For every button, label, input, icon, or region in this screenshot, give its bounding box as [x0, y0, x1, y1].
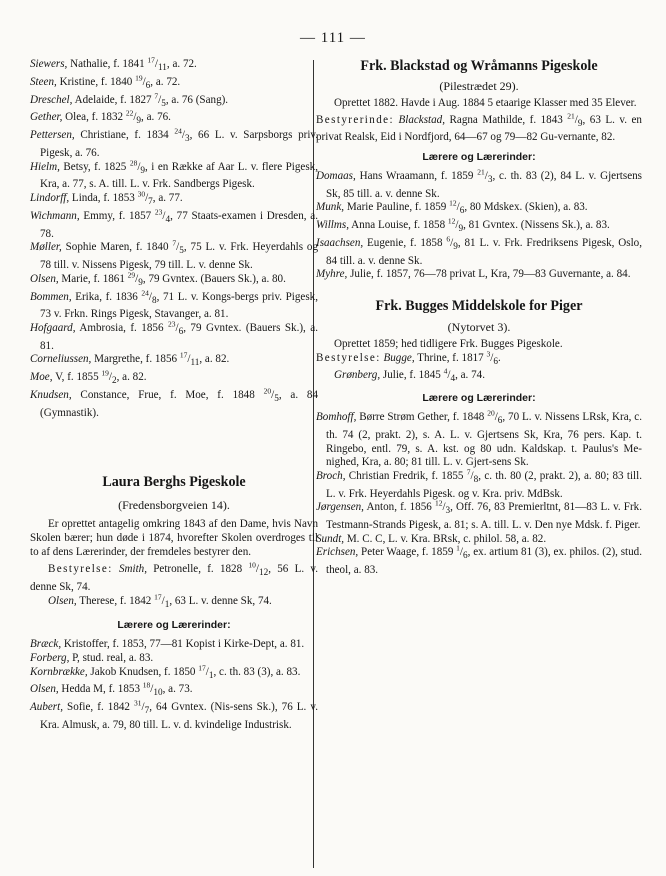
right-column — [316, 58, 642, 578]
teacher-entry: Myhre, Julie, f. 1857, 76—78 privat L, Kra, 79—83 Guvernante, a. 84. — [316, 268, 631, 281]
teacher-entry: Sundt, M. C. C, L. v. Kra. BRsk, c. philol. 58, a. 82. — [316, 532, 547, 545]
school-board — [316, 110, 642, 145]
teacher-list-continued — [30, 55, 318, 420]
teachers-heading: Lærere og Lærerinder: — [422, 151, 536, 163]
school-board — [316, 348, 642, 370]
teacher-entry: Hofgaard, Ambrosia, f. 1856 $^{23}/_6$, 79 Gvntex. (Bauers Sk.), a. 81. — [30, 319, 318, 352]
teacher-entry: Siewers, Nathalie, f. 1841 $^{17}/_{11}$, a. 72. — [30, 55, 197, 74]
school-intro: Oprettet 1882. Havde i Aug. 1884 5 etaarige Klasser med 35 Elever. — [334, 97, 637, 109]
school-address: (Fredensborgveien 14). — [118, 498, 230, 513]
school-address: (Pilestrædet 29). — [439, 79, 519, 93]
teacher-entry: Kornbrække, Jakob Knudsen, f. 1850 $^{17}/_1$, c. th. 83 (3), a. 83. — [30, 662, 301, 681]
school-board — [30, 560, 318, 594]
teacher-entry: Olsen, Marie, f. 1861 $^{29}/_9$, 79 Gvntex. (Bauers Sk.), a. 80. — [30, 270, 286, 288]
teacher-entry: Wichmann, Emmy, f. 1857 $^{23}/_4$, 77 Staats-examen i Dresden, a. 78. — [30, 207, 318, 240]
school-title: Frk. Blackstad og Wråmanns Pigeskole — [360, 58, 598, 74]
teacher-list — [316, 408, 642, 577]
teachers-heading: Lærere og Lærerinder: — [117, 619, 231, 632]
board-label: Bestyrelse: — [48, 563, 113, 576]
board-text: Blackstad, Ragna Mathilde, f. 1843 $^{21}/_9$, 63 L. v. en privat Realsk, Eid i Nordfjord, 64—67 og 79—82 Gu-vernante, 82. — [316, 110, 642, 144]
teacher-entry: Knudsen, Constance, Frue, f. Moe, f. 1848 $^{20}/_5$, a. 84 (Gymnastik). — [30, 386, 318, 419]
teacher-entry: Dreschel, Adelaide, f. 1827 $^7/_5$, a. 76 (Sang). — [30, 90, 229, 109]
left-column — [30, 55, 318, 733]
teacher-entry: Broch, Christian Fredrik, f. 1855 $^7/_8$, c. th. 80 (2, prakt. 2), a. 80; 83 till. L. v. Frk. Heyerdahls Pigesk. og v. Kra. priv. MdBsk. — [316, 467, 642, 500]
teacher-entry: Møller, Sophie Maren, f. 1840 $^7/_5$, 75 L. v. Frk. Heyerdahls og 78 till. v. Nissens Pigesk, 79 till. L. v. denne Sk. — [30, 238, 318, 272]
teacher-entry: Munk, Marie Pauline, f. 1859 $^{12}/_6$, 80 Mdskex. (Skien), a. 83. — [316, 198, 588, 217]
teacher-entry: Gether, Olea, f. 1832 $^{22}/_9$, a. 76. — [30, 108, 171, 127]
teacher-entry: Corneliussen, Margrethe, f. 1856 $^{17}/_{11}$, a. 82. — [30, 350, 230, 369]
school-title: Laura Berghs Pigeskole — [102, 474, 246, 491]
teacher-entry: Pettersen, Christiane, f. 1834 $^{24}/_3$, 66 L. v. Sarpsborgs priv. Pigesk, a. 76. — [30, 126, 318, 160]
teacher-entry: Aubert, Sofie, f. 1842 $^{31}/_7$, 64 Gvntex. (Nis-sens Sk.), 76 L. v. Kra. Almusk, a. 79, 80 till. L. v. d. kvindelige Industrisk. — [30, 698, 318, 731]
teacher-entry: Steen, Kristine, f. 1840 $^{19}/_6$, a. 72. — [30, 73, 181, 92]
school-board-2: Grønberg, Julie, f. 1845 $^4/_4$, a. 74. — [334, 366, 485, 385]
teacher-entry: Jørgensen, Anton, f. 1856 $^{12}/_3$, Off. 76, 83 Premierltnt, 81—83 L. v. Frk. Testmann-Strands Pigesk, a. 81; s. A. till. L. v. Den nye Mdsk. f. Piger. — [316, 498, 642, 532]
teacher-list — [30, 638, 318, 732]
board-label: Bestyrerinde: — [316, 113, 394, 126]
school-address: (Nytorvet 3). — [447, 320, 511, 335]
board-text: Bugge, Thrine, f. 1817 $^3/_6$. — [383, 348, 501, 367]
school-intro: Er oprettet antagelig omkring 1843 af den Dame, hvis Navn Skolen bærer; hun døde i 1874, hvorefter Skolen overdroges til to af dens Lærerinder, der fremdeles bestyrer den. — [30, 518, 318, 558]
teacher-entry: Domaas, Hans Wraamann, f. 1859 $^{21}/_3$, c. th. 83 (2), 84 L. v. Gjertsens Sk, 85 till. a. v. denne Sk. — [316, 167, 642, 200]
teacher-entry: Bræck, Kristoffer, f. 1853, 77—81 Kopist i Kirke-Dept, a. 81. — [30, 638, 305, 651]
school-title: Frk. Bugges Middelskole for Piger — [375, 298, 583, 315]
board-label: Bestyrelse: — [316, 351, 381, 364]
teacher-entry: Erichsen, Peter Waage, f. 1859 $^1/_6$, ex. artium 81 (3), ex. philos. (2), stud. theol, a. 83. — [316, 543, 642, 577]
teachers-heading: Lærere og Lærerinder: — [422, 392, 536, 405]
teacher-entry: Lindorff, Linda, f. 1853 $^{30}/_7$, a. 77. — [30, 189, 183, 208]
teacher-entry: Bommen, Erika, f. 1836 $^{24}/_8$, 71 L. v. Kongs-bergs priv. Pigesk, 73 v. Frkn. Rings Pigesk, Stavanger, a. 81. — [30, 287, 318, 321]
teacher-list — [316, 167, 642, 282]
teacher-entry: Forberg, P, stud. real, a. 83. — [30, 651, 154, 664]
teacher-entry: Isaachsen, Eugenie, f. 1858 $^6/_9$, 81 L. v. Frk. Fredriksens Pigesk, Oslo, 84 till. a. v. denne Sk. — [316, 234, 642, 267]
teacher-entry: Bomhoff, Børre Strøm Gether, f. 1848 $^{20}/_6$, 70 L. v. Nissens LRsk, Kra, c. th. 74 (2, prakt. 2), s. A. L. v. Gjertsens Sk, Kra, 76 pers. Kap. t. Ringebo, entl. 79, s. A. kst. og 80 udn. Kaldskap. t. Paulus's Me-nighed, Kra, a. 80; 81 till. L. v. Gjert-sens Sk. — [316, 408, 642, 469]
page-number: — 111 — — [300, 30, 366, 46]
teacher-entry: Willms, Anna Louise, f. 1858 $^{12}/_9$, 81 Gvntex. (Nissens Sk.), a. 83. — [316, 216, 610, 235]
teacher-entry: Moe, V, f. 1855 $^{19}/_2$, a. 82. — [30, 368, 147, 387]
school-intro: Oprettet 1859; hed tidligere Frk. Bugges Pigeskole. — [334, 338, 563, 351]
school-board-2: Olsen, Therese, f. 1842 $^{17}/_1$, 63 L. v. denne Sk, 74. — [48, 591, 272, 610]
teacher-entry: Hielm, Betsy, f. 1825 $^{28}/_9$, i en Række af Aar L. v. flere Pigesk, Kra, a. 77, s. A. till. L. v. Frk. Sandbergs Pigesk. — [30, 157, 318, 191]
board-text: Smith, Petronelle, f. 1828 $^{10}/_{12}$, 56 L. v. denne Sk, 74. — [30, 560, 318, 593]
teacher-entry: Olsen, Hedda M, f. 1853 $^{18}/_{10}$, a. 73. — [30, 680, 193, 699]
